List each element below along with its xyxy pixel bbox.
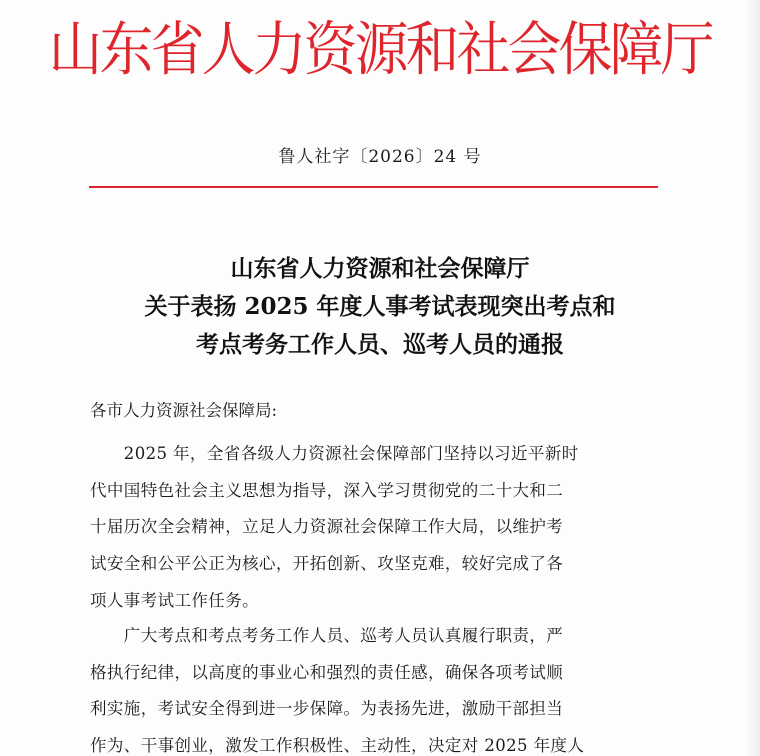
paragraph-1 <box>90 436 672 620</box>
paragraph-1-line: 试安全和公平公正为核心，开拓创新、攻坚克难，较好完成了各 <box>90 554 564 574</box>
paragraph-2-line: 利实施，考试安全得到进一步保障。为表扬先进，激励干部担当 <box>90 699 564 719</box>
title-line-2: 关于表扬 2025 年度人事考试表现突出考点和 <box>144 293 616 320</box>
scan-edge-shadow <box>746 0 760 756</box>
paragraph-2-line: 广大考点和考点考务工作人员、巡考人员认真履行职责，严 <box>90 626 564 645</box>
letterhead-divider <box>89 186 658 188</box>
letterhead-organization: 山东省人力资源和社会保障厅 <box>48 15 712 84</box>
paragraph-1-line: 代中国特色社会主义思想为指导，深入学习贯彻党的二十大和二 <box>90 480 564 500</box>
paragraph-1-line: 十届历次全会精神，立足人力资源社会保障工作大局，以维护考 <box>90 517 564 537</box>
paragraph-1-line: 2025 年，全省各级人力资源社会保障部门坚持以习近平新时 <box>90 444 579 463</box>
salutation: 各市人力资源社会保障局: <box>90 401 278 420</box>
paragraph-2 <box>90 618 672 756</box>
paragraph-1-line: 项人事考试工作任务。 <box>90 590 259 610</box>
paragraph-2-line: 作为、干事创业，激发工作积极性、主动性，决定对 2025 年度人 <box>90 736 585 756</box>
title-line-3: 考点考务工作人员、巡考人员的通报 <box>196 331 564 358</box>
document-title <box>0 250 760 364</box>
document-number: 鲁人社字〔2026〕24 号 <box>278 147 482 167</box>
paragraph-2-line: 格执行纪律，以高度的事业心和强烈的责任感，确保各项考试顺 <box>90 662 564 682</box>
title-line-1: 山东省人力资源和社会保障厅 <box>230 255 530 282</box>
